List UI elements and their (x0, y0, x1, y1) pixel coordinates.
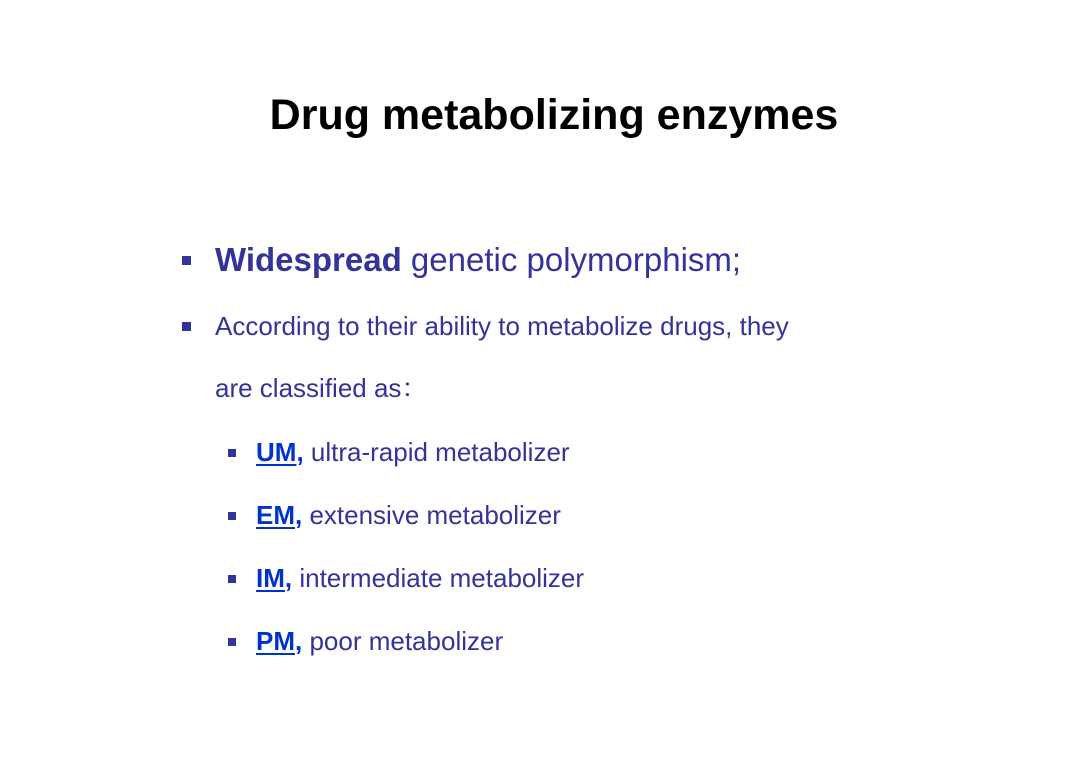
bullet-marker (182, 322, 191, 331)
em-link[interactable] (256, 500, 302, 530)
sub-bullet-marker (228, 512, 236, 520)
im-comma: , (284, 563, 293, 593)
sub-bullet-em (256, 497, 561, 533)
bullet-bold-text: Widespread (215, 241, 402, 278)
bullet-widespread (215, 238, 741, 282)
sub-bullet-marker (228, 449, 236, 457)
um-abbr[interactable]: UM (256, 437, 297, 467)
im-link[interactable] (256, 563, 292, 593)
im-abbr[interactable]: IM (256, 563, 285, 593)
pm-link[interactable] (256, 626, 302, 656)
em-description: extensive metabolizer (302, 500, 561, 530)
um-description: ultra-rapid metabolizer (303, 437, 570, 467)
sub-bullet-im (256, 560, 584, 596)
sub-bullet-um (256, 434, 570, 470)
pm-description: poor metabolizer (302, 626, 504, 656)
bullet-classification-line2: are classified as： (215, 373, 428, 403)
em-abbr[interactable]: EM (256, 500, 295, 530)
sub-bullet-marker (228, 575, 236, 583)
um-link[interactable] (256, 437, 304, 467)
slide-title: Drug metabolizing enzymes (269, 91, 839, 139)
pm-comma: , (295, 626, 303, 656)
im-description: intermediate metabolizer (292, 563, 585, 593)
sub-bullet-marker (228, 638, 236, 646)
bullet-classification-line1: According to their ability to metabolize drugs, they (215, 311, 789, 341)
um-comma: , (296, 437, 304, 467)
sub-bullet-pm (256, 623, 503, 659)
em-comma: , (295, 500, 303, 530)
pm-abbr[interactable]: PM (256, 626, 295, 656)
bullet-text: genetic polymorphism; (401, 241, 742, 278)
bullet-marker (182, 256, 191, 265)
